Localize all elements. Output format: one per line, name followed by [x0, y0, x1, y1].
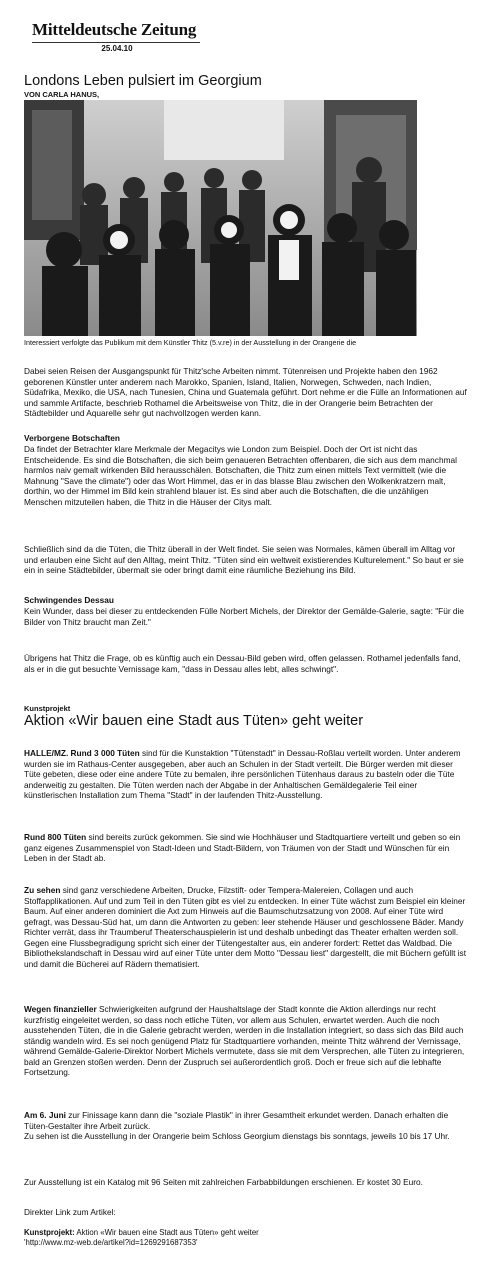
exhibition-photo	[24, 100, 417, 336]
article2-paragraph-3	[24, 885, 469, 969]
link-url[interactable]: 'http://www.mz-web.de/artikel?id=1269291687353'	[24, 1237, 198, 1247]
newspaper-title: Mitteldeutsche Zeitung	[32, 20, 197, 39]
photo-caption: Interessiert verfolgte das Publikum mit dem Künstler Thitz (5.v.re) in der Ausstellung in der Orangerie die	[24, 338, 357, 347]
lead-in: Rund 800 Tüten	[24, 832, 87, 842]
paragraph-3: Schließlich sind da die Tüten, die Thitz überall in der Welt findet. Sie seien was Normales, kämen überall im Alltag vor und erlauben eine Sicht auf den Alltag, meint Thitz. "Tüten sind ein weltweit existierendes Kulturelement." So baut er sie ein in seine Städtebilder, übermalt sie oder bringt damit eine räumliche Beziehung ins Bild.	[24, 544, 464, 575]
lead-in: Wegen finanzieller	[24, 1004, 97, 1014]
link-label: Kunstprojekt:	[24, 1228, 75, 1237]
article2-kicker: Kunstprojekt	[24, 704, 71, 713]
lead-in: Am 6. Juni	[24, 1110, 66, 1120]
masthead	[32, 20, 202, 53]
paragraph-text: sind bereits zurück gekommen. Sie sind wie Hochhäuser und Stadtquartiere verteilt und geben so ein ganz eigenes Zusammenspiel von Stadt-Ideen und Stadt-Bildern, von Träumen von der Stadt und Wünschen für ein Leben in der Stadt ab.	[24, 832, 461, 863]
article2-headline: Aktion «Wir bauen eine Stadt aus Tüten» geht weiter	[24, 713, 364, 729]
article-headline: Londons Leben pulsiert im Georgium	[24, 73, 262, 89]
lead-in: HALLE/MZ. Rund 3 000 Tüten	[24, 748, 140, 758]
article2-paragraph-6: Zur Ausstellung ist ein Katalog mit 96 Seiten mit zahlreichen Farbabbildungen erschienen. Er kostet 30 Euro.	[24, 1177, 423, 1187]
paragraph-text: Schwierigkeiten aufgrund der Haushaltslage der Stadt konnte die Aktion allerdings nur recht kurzfristig eingeleitet werden, so dass noch etliche Tüten, vor allem aus Schulen, erwartet werden. Auch die noch ausstehenden Tüten, die in die Galerie gebracht werden, werden in die Installation integriert, so dass sich das Bild auch ständig wandeln wird. Es sei noch genügend Platz für Stadtquartiere vorhanden, meinte Thitz während der Vernissage, während Gemälde-Galerie-Direktor Norbert Michels vermutete, dass sie mit dem Versprechen, alle Tüten zu integrieren, bald an Grenzen stoßen werden. Denn der Zuspruch sei außerordentlich groß. Doch er freue sich auf die lebhafte Fortsetzung.	[24, 1004, 465, 1077]
paragraph-5: Übrigens hat Thitz die Frage, ob es künftig auch ein Dessau-Bild geben wird, offen gelassen. Rothamel jedenfalls fand, als er in die gut besuchte Vernissage kam, "dass in Dessau alles lebt, alles schwingt".	[24, 653, 461, 674]
article2-paragraph-2	[24, 832, 469, 864]
issue-date: 25.04.10	[101, 44, 133, 53]
link-title[interactable]: Aktion «Wir bauen eine Stadt aus Tüten» geht weiter	[74, 1228, 259, 1237]
audience-photo-image	[24, 100, 417, 336]
lead-in: Zu sehen	[24, 885, 61, 895]
subheading-schwingendes-dessau: Schwingendes Dessau	[24, 595, 114, 605]
direct-link-intro: Direkter Link zum Artikel:	[24, 1207, 116, 1217]
article-byline: VON CARLA HANUS,	[24, 90, 100, 99]
paragraph-text: sind für die Kunstaktion "Tütenstadt" in Dessau-Roßlau verteilt worden. Unter anderem wurden sie im Rathaus-Center ausgegeben, aber auch an Schulen in der Stadt verteilt. Die Bürger werden mit dieser Tüte gebeten, diese oder eine andere Tüte zu bemalen, ihre persönlichen Tütenhaus daraus zu basteln oder die Tüte anderweitig zu gestalten. Die Tüten werden nach der Abgabe in der Anhaltischen Gemäldegalerie Teil einer künstlerischen Installation zum Thema "Stadt" in der laufenden Thitz-Ausstellung.	[24, 748, 461, 800]
direct-link-block	[24, 1228, 469, 1247]
opening-hours-text: Zu sehen ist die Ausstellung in der Orangerie beim Schloss Georgium dienstags bis sonntags, jeweils 10 bis 17 Uhr.	[24, 1131, 450, 1141]
paragraph-1: Dabei seien Reisen der Ausgangspunkt für Thitz'sche Arbeiten nimmt. Tütenreisen und Projekte haben den 1962 geborenen Künstler unter anderem nach Marokko, Spanien, Island, Italien, Norwegen, Schweden, nach Indien, Südafrika, Mexiko, die USA, nach Tunesien, China und Guatemala geführt. Dort nehme er die Fülle an Informationen auf und sammle Artifacte, beschrieb Rothamel die Arbeitsweise von Thitz, die in der Orangerie beim Betrachten der Städtebilder und Aquarelle sehr gut nachvollzogen werden kann.	[24, 366, 467, 418]
article2-paragraph-4	[24, 1004, 469, 1078]
paragraph-2: Da findet der Betrachter klare Merkmale der Megacitys wie London zum Beispiel. Doch der Ort ist nicht das Entscheidende. Es sind die Botschaften, die sich beim genaueren Betrachten offenbaren, die sich aus dem manchmal harmlos naiv gemalt wirkenden Bild herausschälen. Botschaften, die Thitz zum einen mittels Text vermittelt (wie die Mahnung "Save the climate") oder das Wort Himmel, das er in das blasse Blau zwischen den Wolkenkratzern malt, dorthin, wo der Himmel im Bild kein strahlend blauer ist. Es sind aber auch die Botschaften, die die unzähligen Menschen mitzuteilen haben, die Thitz in die Häuser der Citys malt.	[24, 444, 457, 507]
article2-paragraph-1	[24, 748, 469, 801]
masthead-rule	[32, 42, 200, 43]
paragraph-text: sind ganz verschiedene Arbeiten, Drucke, Filzstift- oder Tempera-Malereien, Collagen und auch Stoffapplikationen. Auf und zum Teil in den Tüten gibt es viel zu entdecken. In einer Tüte wächst zum Beispiel ein kleiner Baum. Auf einer anderen dominiert die Axt zum Hinweis auf die Baumschutzsatzung von 2008. Auf einer Tüte wird gefragt, was Dessau-Süd hat, um dann die Antworten zu geben: leer stehende Häuser und geschlossene Bäder. Mandy Richter verrät, dass ihr Traumberuf Theaterschauspielerin ist und deshalb unbedingt das Theater erhalten werden soll. Gegen eine Flussbegradigung spricht sich einer der Tütengestalter aus, ein anderer fordert: Rettet das Waldbad. Die Bibliothekslandschaft in Dessau wird auf einer Tüte unter dem Motto "Dessau liest" dargestellt, die mit Büchern gefüllt ist und damit die Bücherei auf Rädern thematisiert.	[24, 885, 467, 969]
subheading-verborgene-botschaften: Verborgene Botschaften	[24, 433, 120, 443]
article2-paragraph-5	[24, 1110, 469, 1142]
paragraph-4: Kein Wunder, dass bei dieser zu entdeckenden Fülle Norbert Michels, der Direktor der Gemälde-Galerie, sagte: "Für die Bilder von Thitz braucht man Zeit."	[24, 606, 464, 627]
paragraph-text: zur Finissage kann dann die "soziale Plastik" in ihrer Gesamtheit erkundet werden. Danach erhalten die Tüten-Gestalter ihre Arbeit zurück.	[24, 1110, 449, 1131]
